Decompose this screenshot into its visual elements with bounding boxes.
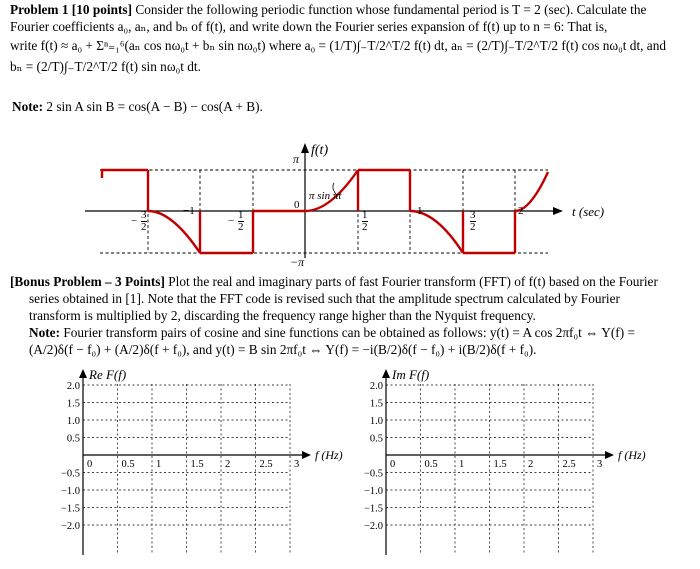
plot-re	[61, 367, 343, 555]
plot-re-xtick: 1	[156, 459, 162, 470]
plot-re-xtick: 3	[294, 459, 300, 470]
plot-re-xtick: 0	[87, 459, 93, 470]
tick-1-2: 1 2	[362, 209, 368, 233]
tick-2: 2	[518, 205, 524, 217]
plot-im-ytick: 2.0	[369, 381, 383, 392]
plot-im-xtick: 0.5	[424, 459, 438, 470]
tick-3-2: 3 2	[470, 209, 476, 233]
bonus-line5: (A/2)δ(f − f₀) + (A/2)δ(f + f₀), and y(t) = B sin 2πf₀t ⇔ Y(f) = −i(B/2)δ(f − f₀) + i(B/2)δ(f + f₀).	[29, 342, 537, 357]
plot-im-xtick: 3	[597, 459, 603, 470]
plot-im-xtick: 2.5	[562, 459, 576, 470]
plot-im-y-arrow	[382, 369, 390, 378]
waveform-xlabel: t (sec)	[572, 204, 605, 219]
problem1-line4: bₙ = (2/T)∫₋T/2^T/2 f(t) sin nω₀t dt.	[10, 58, 201, 74]
tick-neg-1: −1	[183, 205, 195, 217]
problem1-line2: Fourier coefficients a₀, aₙ, and bₙ of f(t), and write down the Fourier series expansion of f(t) up to n = 6: That is,	[10, 18, 608, 34]
waveform-ylabel: f(t)	[311, 143, 329, 158]
plot-re-xtick: 1.5	[190, 459, 204, 470]
problem1-heading: Problem 1 [10 points]	[10, 2, 133, 17]
plot-im-xtick: 1.5	[493, 459, 507, 470]
bonus-line3: transform is multiplied by 2, discarding the frequency range higher than the Nyquist frequency.	[29, 308, 536, 323]
waveform-pi-label: π	[293, 152, 300, 166]
tick-neg-3-2: − $\frac{3}{2}$	[131, 209, 147, 233]
plot-im-ytick: 0.5	[369, 433, 383, 445]
plot-re-ytick: 1.5	[66, 398, 80, 410]
bonus-note: Note: Fourier transform pairs of cosine and sine functions can be obtained as follows: y(t) = A cos 2πf₀t ⇔ Y(f) =	[29, 325, 635, 340]
waveform-neg-pi-label: −π	[290, 255, 305, 269]
problem1-note: Note: 2 sin A sin B = cos(A − B) − cos(A + B).	[12, 99, 263, 114]
plot-im-xtick: 1	[459, 459, 465, 470]
bonus-line2: series obtained in [1]. Note that the FFT code is revised such that the amplitude spectrum calculated by Fourier	[29, 291, 620, 306]
plot-re-ytick: −1.5	[60, 503, 80, 515]
tick-1: 1	[417, 205, 423, 217]
plot-re-xtick: 0.5	[121, 459, 135, 470]
plot-im-x-arrow	[605, 451, 614, 459]
plot-re-x-arrow	[302, 451, 311, 459]
plot-re-ytick: 1.0	[66, 416, 80, 427]
plot-im-ytick: −1.0	[363, 486, 383, 497]
bonus-line1: [Bonus Problem – 3 Points] Plot the real and imaginary parts of fast Fourier transform (FFT) of f(t) based on the Fourier	[10, 274, 658, 289]
plot-re-ytick: 0.5	[66, 433, 80, 445]
tick-neg-1-2: − $\frac{1}{2}$	[228, 209, 244, 233]
plot-im-ytick: 1.0	[369, 416, 383, 427]
plot-im	[364, 367, 646, 555]
plot-re-ylabel: Re F(f)	[89, 367, 127, 382]
plot-im-ytick: −2.0	[363, 521, 383, 532]
plot-im-xlabel: f (Hz)	[618, 448, 646, 462]
plot-re-xtick: 2	[225, 459, 231, 470]
plot-re-xlabel: f (Hz)	[315, 448, 343, 462]
plot-re-ytick: −2.0	[60, 521, 80, 532]
problem1-line3: write f(t) ≈ a₀ + Σⁿ₌₁⁶(aₙ cos nω₀t + bₙ sin nω₀t) where a₀ = (1/T)∫₋T/2^T/2 f(t) dt, aₙ = (2/T)∫₋T/2^T/2 f(t) cos nω₀t dt, and	[10, 38, 666, 53]
plot-im-xtick: 2	[528, 459, 534, 470]
plot-re-xtick: 2.5	[259, 459, 273, 470]
waveform-origin: 0	[294, 199, 300, 211]
plot-im-ytick: −1.5	[363, 503, 383, 515]
bonus-heading: [Bonus Problem – 3 Points]	[10, 274, 165, 289]
plot-re-ytick: −0.5	[60, 468, 80, 480]
plot-re-y-arrow	[79, 369, 87, 378]
waveform-curve-label: π sin πt	[309, 190, 342, 202]
plot-im-ytick: 1.5	[369, 398, 383, 410]
plot-im-ytick: −0.5	[363, 468, 383, 480]
plot-im-xtick: 0	[390, 459, 396, 470]
plot-re-ytick: −1.0	[60, 486, 80, 497]
plot-re-ytick: 2.0	[66, 381, 80, 392]
problem1-line1: Problem 1 [10 points] Consider the following periodic function whose fundamental period is T = 2 (sec). Calculate the	[10, 2, 647, 17]
plot-im-ylabel: Im F(f)	[392, 367, 430, 382]
